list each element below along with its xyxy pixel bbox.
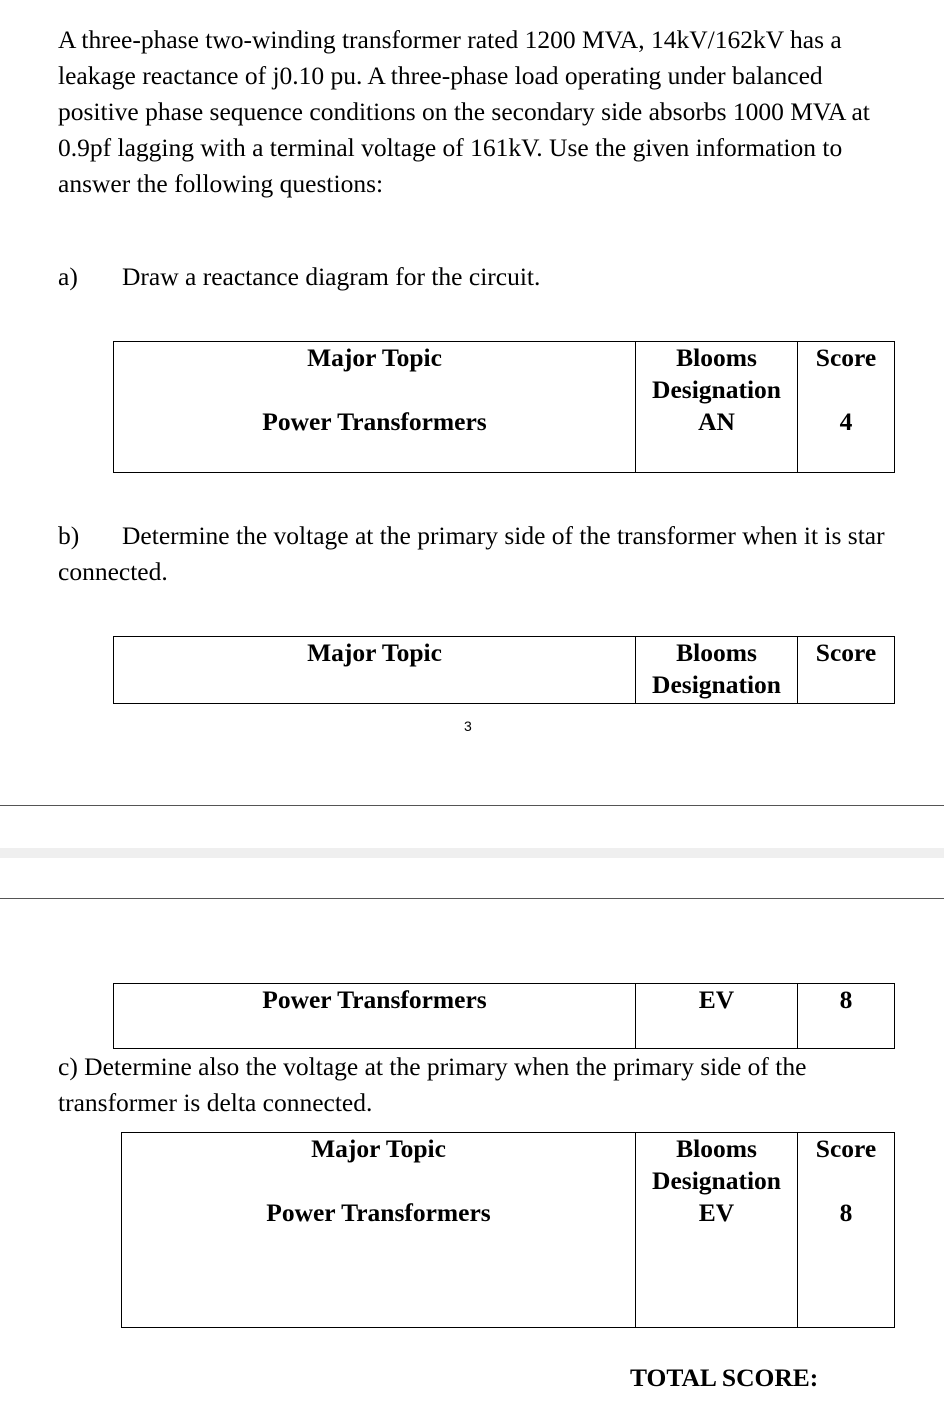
question-b-label: b)	[58, 521, 80, 550]
blooms-value: EV	[698, 985, 735, 1014]
question-b	[58, 518, 888, 590]
blooms-header-line2: Designation	[652, 1166, 781, 1195]
score-value: 8	[839, 985, 853, 1014]
problem-statement: A three-phase two-winding transformer rated 1200 MVA, 14kV/162kV has a leakage reactance of j0.10 pu. A three-phase load operating under balanced positive phase sequence conditions on the secondary side absorbs 1000 MVA at 0.9pf lagging with a terminal voltage of 161kV. Use the given information to answer the following questions:	[58, 25, 870, 198]
question-c: c) Determine also the voltage at the primary when the primary side of the transformer is delta connected.	[58, 1052, 807, 1117]
score-cell-b	[798, 984, 895, 1049]
question-b-text: Determine the voltage at the primary side of the transformer when it is star connected.	[58, 521, 885, 586]
score-value: 4	[839, 407, 853, 436]
question-a	[58, 259, 540, 295]
blooms-cell-c	[636, 1133, 798, 1328]
blooms-cell-b	[636, 984, 798, 1049]
blooms-value: EV	[698, 1198, 735, 1227]
topic-value: Power Transformers	[262, 985, 487, 1014]
major-topic-header: Major Topic	[307, 343, 442, 372]
question-a-label: a)	[58, 262, 78, 291]
score-header: Score	[815, 1134, 877, 1163]
score-table-c	[121, 1132, 895, 1328]
total-score-label: TOTAL SCORE:	[630, 1363, 819, 1392]
score-cell-a	[798, 342, 895, 473]
score-table-b-header	[113, 636, 895, 704]
page-break-bottom-rule	[0, 898, 944, 899]
page-break-top-rule	[0, 805, 944, 806]
topic-cell-a	[114, 342, 636, 473]
score-cell-c	[798, 1133, 895, 1328]
topic-header-cell-b	[114, 637, 636, 704]
major-topic-header: Major Topic	[307, 638, 442, 667]
blooms-cell-a	[636, 342, 798, 473]
score-table-a	[113, 341, 895, 473]
question-a-text: Draw a reactance diagram for the circuit.	[122, 262, 541, 291]
major-topic-header: Major Topic	[311, 1134, 446, 1163]
score-table-b-values	[113, 983, 895, 1049]
topic-value: Power Transformers	[266, 1198, 491, 1227]
blooms-header-line2: Designation	[652, 670, 781, 699]
topic-value: Power Transformers	[262, 407, 487, 436]
score-value: 8	[839, 1198, 853, 1227]
page-number: 3	[464, 718, 472, 734]
blooms-header-line2: Designation	[652, 375, 781, 404]
blooms-value: AN	[698, 407, 735, 436]
blooms-header-cell-b	[636, 637, 798, 704]
score-header: Score	[815, 343, 877, 372]
blooms-header-line1: Blooms	[676, 1134, 757, 1163]
page-gap	[0, 848, 944, 858]
topic-cell-b	[114, 984, 636, 1049]
score-header-cell-b	[798, 637, 895, 704]
score-header: Score	[815, 638, 877, 667]
blooms-header-line1: Blooms	[676, 638, 757, 667]
blooms-header-line1: Blooms	[676, 343, 757, 372]
topic-cell-c	[122, 1133, 636, 1328]
